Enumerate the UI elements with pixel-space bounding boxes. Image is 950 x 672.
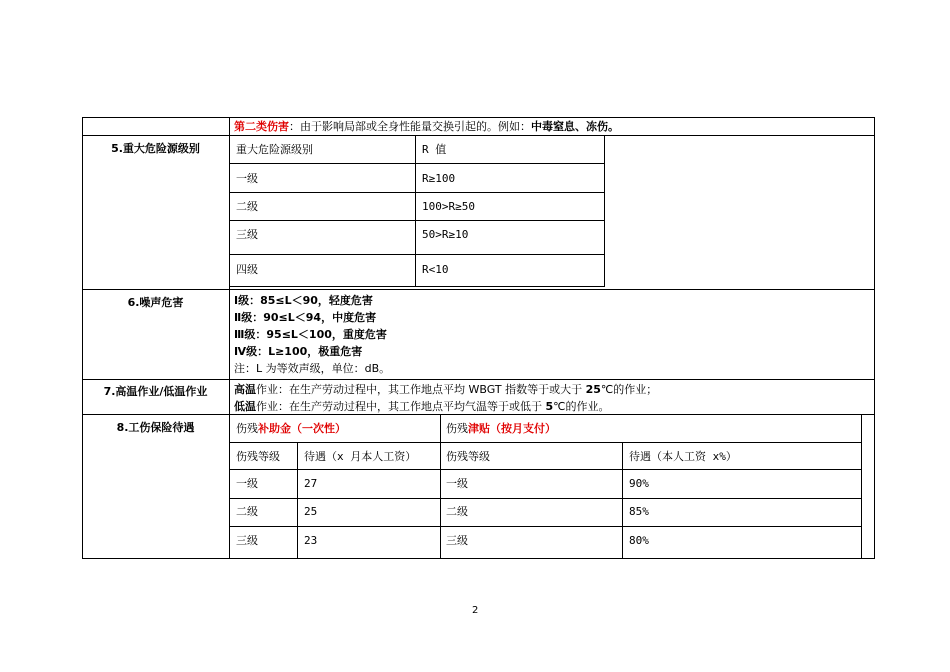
col-header-benefit-left: 待遇（x 月本人工资） [304, 450, 417, 463]
high-temp-term: 高温 [234, 383, 256, 396]
injury-type-example: 中毒窒息、冻伤。 [531, 120, 619, 133]
allowance-title-prefix: 伤残 [446, 422, 468, 435]
ins-row-1-level-r: 一级 [446, 477, 468, 490]
high-temp-value: 25 [585, 383, 601, 396]
hazard-row-1-level: 一级 [236, 172, 258, 185]
ins-row-2-months: 25 [304, 505, 318, 518]
ins-row-1-percent: 90% [629, 477, 649, 490]
col-header-level-left: 伤残等级 [236, 450, 280, 463]
ins-row-3-percent: 80% [629, 534, 649, 547]
hazard-level-table [229, 135, 605, 287]
low-temp-desc: 作业：在生产劳动过程中，其工作地点平均气温等于或低于 [256, 400, 546, 413]
subsidy-title [236, 422, 346, 436]
page-number: 2 [472, 605, 479, 616]
col-header-level-right: 伤残等级 [446, 450, 490, 463]
hazard-row-2-r: 100>R≥50 [422, 200, 475, 213]
injury-type-text [234, 120, 619, 134]
hazard-row-2-level: 二级 [236, 200, 258, 213]
low-temp-value: 5 [545, 400, 554, 413]
low-temp-term: 低温 [234, 400, 256, 413]
ins-row-2-percent: 85% [629, 505, 649, 518]
high-temp-unit: ℃的作业； [600, 383, 658, 396]
ins-row-2-level: 二级 [236, 505, 258, 518]
noise-level-4: Ⅳ级：L≥100，极重危害 [234, 345, 363, 358]
low-temp-unit: ℃的作业。 [553, 400, 610, 413]
hazard-row-4-r: R<10 [422, 263, 449, 276]
noise-level-2: Ⅱ级：90≤L＜94，中度危害 [234, 311, 377, 324]
ins-row-3-level: 三级 [236, 534, 258, 547]
insurance-table [229, 414, 862, 559]
ins-row-1-level: 一级 [236, 477, 258, 490]
ins-row-2-level-r: 二级 [446, 505, 468, 518]
subsidy-title-prefix: 伤残 [236, 422, 258, 435]
allowance-title-term: 津贴（按月支付） [468, 422, 556, 435]
subsidy-title-term: 补助金（一次性） [258, 422, 346, 435]
high-temp-desc: 作业：在生产劳动过程中，其工作地点平均 WBGT 指数等于或大于 [256, 383, 586, 396]
hazard-row-1-r: R≥100 [422, 172, 456, 185]
noise-level-3: Ⅲ级：95≤L＜100，重度危害 [234, 328, 387, 341]
noise-label: 6.噪声危害 [127, 296, 184, 309]
insurance-label: 8.工伤保险待遇 [116, 421, 195, 434]
injury-type-desc: ：由于影响局部或全身性能量交换引起的。例如： [289, 120, 531, 133]
ins-row-1-months: 27 [304, 477, 318, 490]
injury-type-term: 第二类伤害 [234, 120, 289, 133]
ins-row-3-months: 23 [304, 534, 318, 547]
low-temp-text [234, 400, 610, 414]
hazard-header-r: R 值 [422, 143, 447, 156]
high-temp-text [234, 383, 657, 397]
col-header-benefit-right: 待遇（本人工资 x%） [629, 450, 737, 463]
hazard-header-level: 重大危险源级别 [236, 143, 313, 156]
hazard-level-label: 5.重大危险源级别 [111, 142, 200, 155]
hazard-row-3-level: 三级 [236, 228, 258, 241]
temperature-label: 7.高温作业/低温作业 [103, 385, 208, 398]
ins-row-3-level-r: 三级 [446, 534, 468, 547]
noise-note: 注：L 为等效声级，单位：dB。 [234, 362, 391, 375]
allowance-title [446, 422, 556, 436]
hazard-row-4-level: 四级 [236, 263, 258, 276]
noise-level-1: Ⅰ级：85≤L＜90，轻度危害 [234, 294, 373, 307]
hazard-row-3-r: 50>R≥10 [422, 228, 469, 241]
